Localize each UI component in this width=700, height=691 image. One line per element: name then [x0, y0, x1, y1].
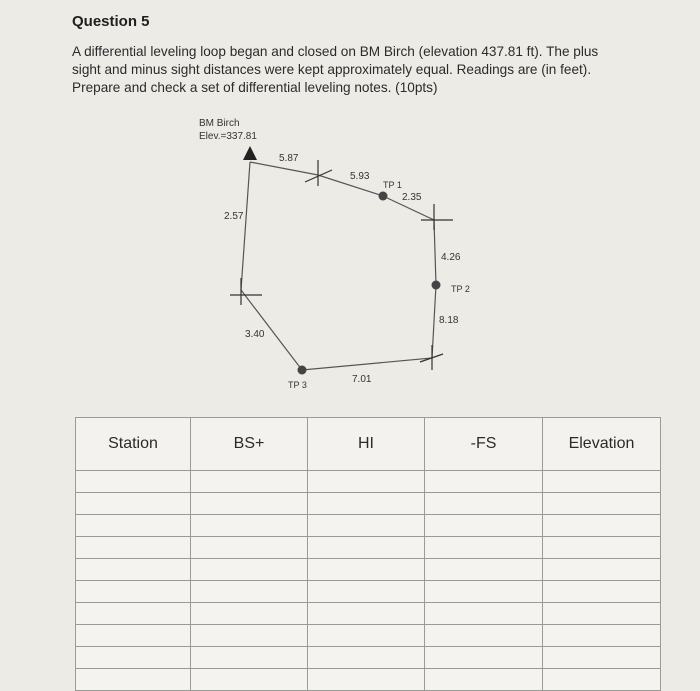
table-cell[interactable]	[191, 515, 308, 537]
table-cell[interactable]	[425, 537, 543, 559]
table-cell[interactable]	[425, 581, 543, 603]
table-cell[interactable]	[543, 559, 661, 581]
instrument-setup-icon	[421, 204, 453, 230]
station-column-header: Station	[76, 418, 191, 471]
table-cell[interactable]	[191, 537, 308, 559]
table-cell[interactable]	[543, 471, 661, 493]
table-cell[interactable]	[425, 647, 543, 669]
table-cell[interactable]	[425, 471, 543, 493]
table-cell[interactable]	[543, 515, 661, 537]
reading-label: 4.26	[441, 252, 461, 263]
bm-name-label: BM Birch	[199, 118, 240, 129]
hi-column-header: HI	[308, 418, 425, 471]
table-row	[76, 625, 661, 647]
table-header-row	[76, 418, 661, 471]
question-line: A differential leveling loop began and closed on BM Birch (elevation 437.81 ft). The plus	[72, 44, 599, 59]
bs-column-header: BS+	[191, 418, 308, 471]
table-row	[76, 559, 661, 581]
table-cell[interactable]	[191, 603, 308, 625]
table-cell[interactable]	[76, 647, 191, 669]
table-row	[76, 603, 661, 625]
table-cell[interactable]	[308, 647, 425, 669]
table-cell[interactable]	[543, 647, 661, 669]
instrument-setup-icon	[420, 345, 443, 370]
question-line: Prepare and check a set of differential leveling notes. (10pts)	[72, 80, 438, 95]
table-cell[interactable]	[191, 581, 308, 603]
bm-elevation-label: Elev.=337.81	[199, 131, 257, 142]
table-cell[interactable]	[191, 559, 308, 581]
table-cell[interactable]	[425, 625, 543, 647]
table-cell[interactable]	[543, 537, 661, 559]
table-body	[76, 471, 661, 691]
table-cell[interactable]	[308, 625, 425, 647]
tp3-point-icon	[298, 366, 307, 375]
tp1-point-icon	[379, 192, 388, 201]
table-cell[interactable]	[76, 625, 191, 647]
table-cell[interactable]	[425, 515, 543, 537]
table-cell[interactable]	[425, 493, 543, 515]
table-cell[interactable]	[76, 515, 191, 537]
tp2-label: TP 2	[451, 284, 470, 294]
reading-label: 8.18	[439, 315, 459, 326]
table-cell[interactable]	[76, 559, 191, 581]
benchmark-triangle-icon	[243, 146, 257, 160]
table-cell[interactable]	[308, 603, 425, 625]
table-cell[interactable]	[76, 603, 191, 625]
table-cell[interactable]	[543, 625, 661, 647]
table-cell[interactable]	[76, 669, 191, 691]
table-cell[interactable]	[191, 647, 308, 669]
table-cell[interactable]	[543, 603, 661, 625]
instrument-setup-icon	[230, 278, 262, 305]
table-cell[interactable]	[425, 559, 543, 581]
table-cell[interactable]	[191, 471, 308, 493]
table-cell[interactable]	[76, 537, 191, 559]
table-cell[interactable]	[308, 669, 425, 691]
table-row	[76, 515, 661, 537]
table-row	[76, 471, 661, 493]
question-title: Question 5	[72, 13, 150, 30]
table-cell[interactable]	[191, 625, 308, 647]
reading-label: 2.57	[224, 211, 244, 222]
table-cell[interactable]	[425, 603, 543, 625]
reading-label: 7.01	[352, 374, 372, 385]
table-cell[interactable]	[308, 493, 425, 515]
table-row	[76, 647, 661, 669]
table-cell[interactable]	[76, 493, 191, 515]
question-line: sight and minus sight distances were kept approximately equal. Readings are (in feet).	[72, 62, 592, 77]
table-cell[interactable]	[308, 581, 425, 603]
leveling-notes-table	[75, 417, 661, 691]
table-row	[76, 581, 661, 603]
table-row	[76, 537, 661, 559]
tp3-label: TP 3	[288, 380, 307, 390]
table-cell[interactable]	[543, 669, 661, 691]
reading-label: 5.93	[350, 171, 370, 182]
table-cell[interactable]	[191, 493, 308, 515]
table-row	[76, 669, 661, 691]
reading-label: 3.40	[245, 329, 265, 340]
table-row	[76, 493, 661, 515]
fs-column-header: -FS	[425, 418, 543, 471]
table-cell[interactable]	[191, 669, 308, 691]
table-cell[interactable]	[425, 669, 543, 691]
table-cell[interactable]	[543, 493, 661, 515]
table-cell[interactable]	[308, 471, 425, 493]
tp1-label: TP 1	[383, 180, 402, 190]
table-cell[interactable]	[543, 581, 661, 603]
table-cell[interactable]	[76, 471, 191, 493]
reading-label: 5.87	[279, 153, 299, 164]
table-cell[interactable]	[308, 515, 425, 537]
elevation-column-header: Elevation	[543, 418, 661, 471]
tp2-point-icon	[432, 281, 441, 290]
table-cell[interactable]	[308, 559, 425, 581]
reading-label: 2.35	[402, 192, 422, 203]
table-cell[interactable]	[308, 537, 425, 559]
table-cell[interactable]	[76, 581, 191, 603]
